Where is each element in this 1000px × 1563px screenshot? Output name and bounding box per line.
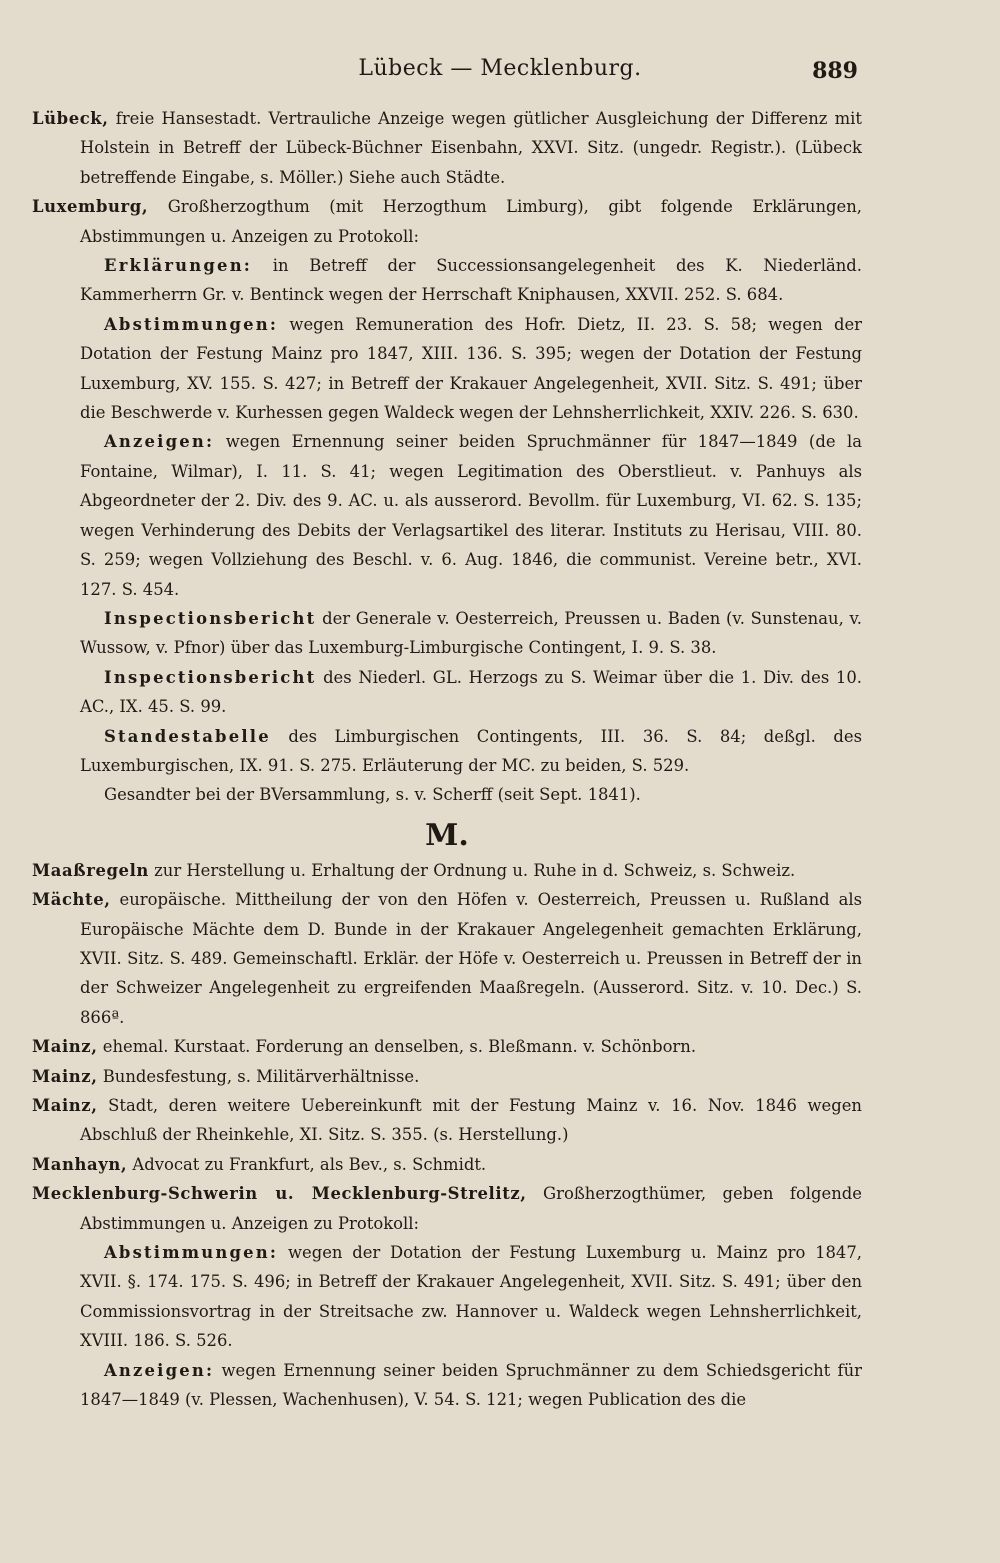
entry-text: zur Herstellung u. Erhaltung der Ordnung u. Ruhe in d. Schweiz, s. Schweiz. [154, 860, 796, 880]
section-letter: M. [425, 817, 469, 853]
entry-text: Advocat zu Frankfurt, als Bev., s. Schmidt. [132, 1154, 487, 1174]
entry-lemma: Mainz, [32, 1066, 98, 1086]
entry-manhayn [32, 1150, 862, 1179]
subentry-inspectionsbericht-1 [32, 604, 862, 663]
subentry-lead: Erklärungen: [104, 256, 253, 276]
entry-lemma: Mainz, [32, 1037, 98, 1057]
subentry-text: Gesandter bei der BVersammlung, s. v. Scherff (seit Sept. 1841). [104, 785, 641, 805]
running-header [0, 56, 1000, 92]
subentry-lead: Anzeigen: [104, 1360, 215, 1380]
subentry-text: wegen Remuneration des Hofr. Dietz, II. 23. S. 58; wegen der Dotation der Festung Mainz pro 1847, XIII. 136. S. 395; wegen der Dotation der Festung Luxemburg, XV. 155. S. 427; in Betreff der Krakauer Angelegenheit, XVII. Sitz. S. 491; über die Beschwerde v. Kurhessen gegen Waldeck wegen der Lehnsherrlichkeit, XXIV. 226. S. 630. [80, 314, 862, 423]
entry-text: Großherzogthümer, geben folgende Abstimmungen u. Anzeigen zu Protokoll: [80, 1184, 862, 1233]
subentry-anzeigen [32, 427, 862, 603]
subentry-lead: Abstimmungen: [104, 314, 279, 334]
subentry-meckl-anzeigen [32, 1356, 862, 1415]
entry-maechte [32, 885, 862, 1032]
subentry-lead: Abstimmungen: [104, 1243, 279, 1263]
entry-text: Bundesfestung, s. Militärverhältnisse. [102, 1066, 420, 1086]
subentry-text: wegen Ernennung seiner beiden Spruchmänner zu dem Schiedsgericht für 1847—1849 (v. Plessen, Wachenhusen), V. 54. S. 121; wegen Publication des die [80, 1360, 862, 1410]
subentry-text: des Limburgischen Contingents, III. 36. S. 84; deßgl. des Luxemburgischen, IX. 91. S. 275. Erläuterung der MC. zu beiden, S. 529. [80, 726, 863, 775]
entry-mainz-stadt [32, 1091, 862, 1150]
subentry-text: in Betreff der Successionsangelegenheit des K. Niederländ. Kammerherrn Gr. v. Bentinck wegen der Herrschaft Kniphausen, XXVII. 252. S. 684. [80, 256, 862, 305]
entry-lemma: Mecklenburg-Schwerin u. Mecklenburg-Strelitz, [32, 1184, 527, 1204]
subentry-abstimmungen [32, 310, 862, 428]
subentry-gesandter [32, 780, 862, 809]
entry-text: europäische. Mittheilung der von den Höfen v. Oesterreich, Preussen u. Rußland als Europäische Mächte dem D. Bunde in der Krakauer Angelegenheit gemachten Erklärung, XVII. Sitz. S. 489. Gemeinschaftl. Erklär. der Höfe v. Oesterreich u. Preussen in Betreff der in der Schweizer Angelegenheit zu ergreifenden Maaßregeln. (Ausserord. Sitz. v. 10. Dec.) S. 866ª. [80, 890, 862, 1027]
subentry-text: des Niederl. GL. Herzogs zu S. Weimar über die 1. Div. des 10. AC., IX. 45. S. 99. [80, 667, 862, 717]
subentry-lead: Anzeigen: [104, 432, 215, 452]
entry-lemma: Luxemburg, [32, 197, 149, 217]
page-number: 889 [812, 58, 858, 84]
entry-text: freie Hansestadt. Vertrauliche Anzeige wegen gütlicher Ausgleichung der Differenz mit Holstein in Betreff der Lübeck-Büchner Eisenbahn, XXVI. Sitz. (ungedr. Registr.). (Lübeck betreffende Eingabe, s. Möller.) Siehe auch Städte. [80, 109, 862, 187]
subentry-text: wegen der Dotation der Festung Luxemburg u. Mainz pro 1847, XVII. §. 174. 175. S. 496; in Betreff der Krakauer Angelegenheit, XVII. Sitz. S. 491; über den Commissionsvortrag in der Streitsache zw. Hannover u. Waldeck wegen Lehnsherrlichkeit, XVIII. 186. S. 526. [80, 1243, 863, 1351]
subentry-text: der Generale v. Oesterreich, Preussen u. Baden (v. Sunstenau, v. Wussow, v. Pfnor) über das Luxemburg-Limburgische Contingent, I. 9. S. 38. [80, 608, 862, 658]
entry-lemma: Mächte, [32, 890, 111, 910]
entry-lemma: Maaßregeln [32, 860, 149, 880]
entry-lemma: Mainz, [32, 1096, 98, 1115]
subentry-lead: Standestabelle [104, 726, 271, 746]
entry-lemma: Manhayn, [32, 1154, 128, 1174]
index-content [32, 104, 862, 1414]
entry-luxemburg [32, 192, 862, 251]
entry-mainz-bundesfestung [32, 1062, 862, 1091]
entry-text: ehemal. Kurstaat. Forderung an denselben, s. Bleßmann. v. Schönborn. [102, 1037, 697, 1057]
subentry-meckl-abstimmungen [32, 1238, 862, 1356]
subentry-inspectionsbericht-2 [32, 663, 862, 722]
entry-mainz-kurstaat [32, 1032, 862, 1061]
entry-mecklenburg [32, 1179, 862, 1238]
entry-luebeck [32, 104, 862, 192]
subentry-lead: Inspectionsbericht [104, 667, 317, 687]
subentry-lead: Inspectionsbericht [104, 608, 317, 628]
entry-text: Großherzogthum (mit Herzogthum Limburg), gibt folgende Erklärungen, Abstimmungen u. Anzeigen zu Protokoll: [80, 197, 862, 246]
subentry-standestabelle [32, 722, 862, 781]
entry-text: Stadt, deren weitere Uebereinkunft mit der Festung Mainz v. 16. Nov. 1846 wegen Abschluß der Rheinkehle, XI. Sitz. S. 355. (s. Herstellung.) [80, 1096, 862, 1145]
entry-lemma: Lübeck, [32, 109, 109, 128]
subentry-erklaerungen [32, 251, 862, 310]
page-title: Lübeck — Mecklenburg. [358, 56, 642, 81]
entry-maassregeln [32, 856, 862, 885]
subentry-text: wegen Ernennung seiner beiden Spruchmänner für 1847—1849 (de la Fontaine, Wilmar), I. 11. S. 41; wegen Legitimation des Oberstlieut. v. Panhuys als Abgeordneter der 2. Div. des 9. AC. u. als ausserord. Bevollm. für Luxemburg, VI. 62. S. 135; wegen Verhinderung des Debits der Verlagsartikel des literar. Instituts zu Herisau, VIII. 80. S. 259; wegen Vollziehung des Beschl. v. 6. Aug. 1846, die communist. Vereine betr., XVI. 127. S. 454. [80, 432, 862, 599]
